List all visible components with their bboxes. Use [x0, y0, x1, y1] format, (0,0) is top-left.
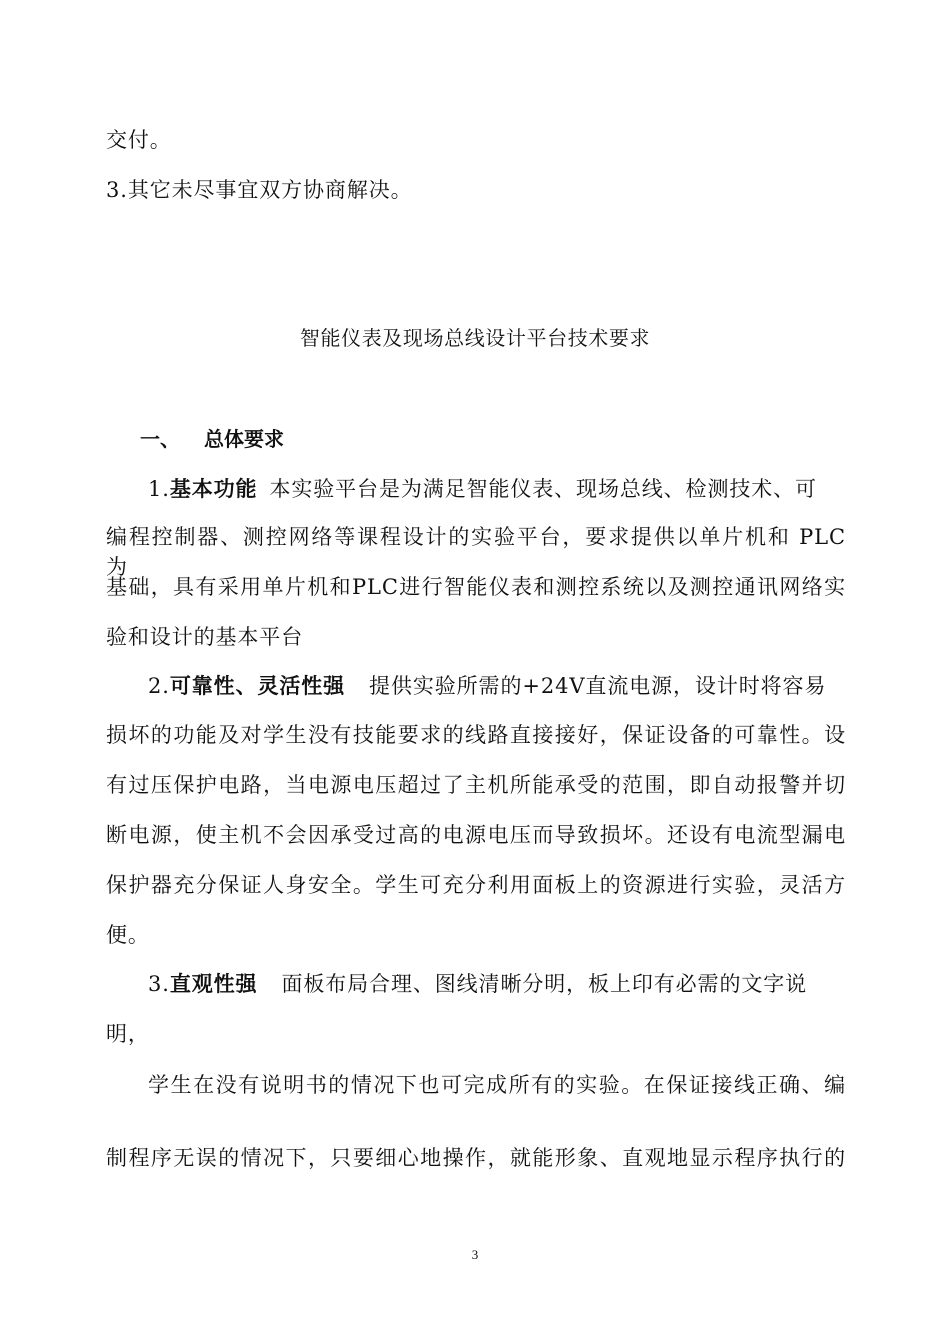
item1-first-line	[148, 474, 846, 504]
paragraph-line: 保护器充分保证人身安全。学生可充分利用面板上的资源进行实验，灵活方	[106, 873, 846, 897]
section-number: 一、	[140, 427, 180, 451]
item1-prefix: 1.	[148, 477, 170, 501]
item1-text: 本实验平台是为满足智能仪表、现场总线、检测技术、可	[269, 477, 817, 501]
paragraph-line: 编程控制器、测控网络等课程设计的实验平台，要求提供以单片机和 PLC 为	[106, 525, 846, 579]
paragraph-line: 验和设计的基本平台	[106, 625, 304, 649]
page-number: 3	[471, 1247, 479, 1262]
paragraph-line: 基础，具有采用单片机和PLC进行智能仪表和测控系统以及测控通讯网络实	[106, 575, 846, 599]
item3-first-line	[148, 969, 846, 999]
paragraph-line: 便。	[106, 923, 150, 947]
paragraph-line: 损坏的功能及对学生没有技能要求的线路直接接好，保证设备的可靠性。设	[106, 723, 846, 747]
document-title: 智能仪表及现场总线设计平台技术要求	[299, 326, 651, 350]
item3-prefix: 3.	[148, 972, 170, 996]
item2-prefix: 2.	[148, 674, 170, 698]
item2-text: 提供实验所需的+24V直流电源，设计时将容易	[369, 674, 827, 698]
item3-heading: 直观性强	[169, 972, 258, 996]
item3-text: 面板布局合理、图线清晰分明，板上印有必需的文字说	[281, 972, 808, 996]
paragraph-line: 学生在没有说明书的情况下也可完成所有的实验。在保证接线正确、编	[148, 1073, 846, 1097]
section-label: 总体要求	[204, 427, 284, 451]
paragraph-line: 断电源，使主机不会因承受过高的电源电压而导致损坏。还设有电流型漏电	[106, 823, 846, 847]
section-heading	[140, 424, 284, 454]
paragraph-line: 交付。	[106, 128, 172, 152]
paragraph-line: 制程序无误的情况下，只要细心地操作，就能形象、直观地显示程序执行的	[106, 1146, 846, 1170]
item2-heading: 可靠性、灵活性强	[169, 674, 346, 698]
paragraph-line: 有过压保护电路，当电源电压超过了主机所能承受的范围，即自动报警并切	[106, 773, 846, 797]
item2-first-line	[148, 671, 846, 701]
paragraph-line: 明，	[106, 1022, 150, 1046]
item1-heading: 基本功能	[169, 477, 258, 501]
paragraph-line: 3.其它未尽事宜双方协商解决。	[106, 178, 413, 202]
